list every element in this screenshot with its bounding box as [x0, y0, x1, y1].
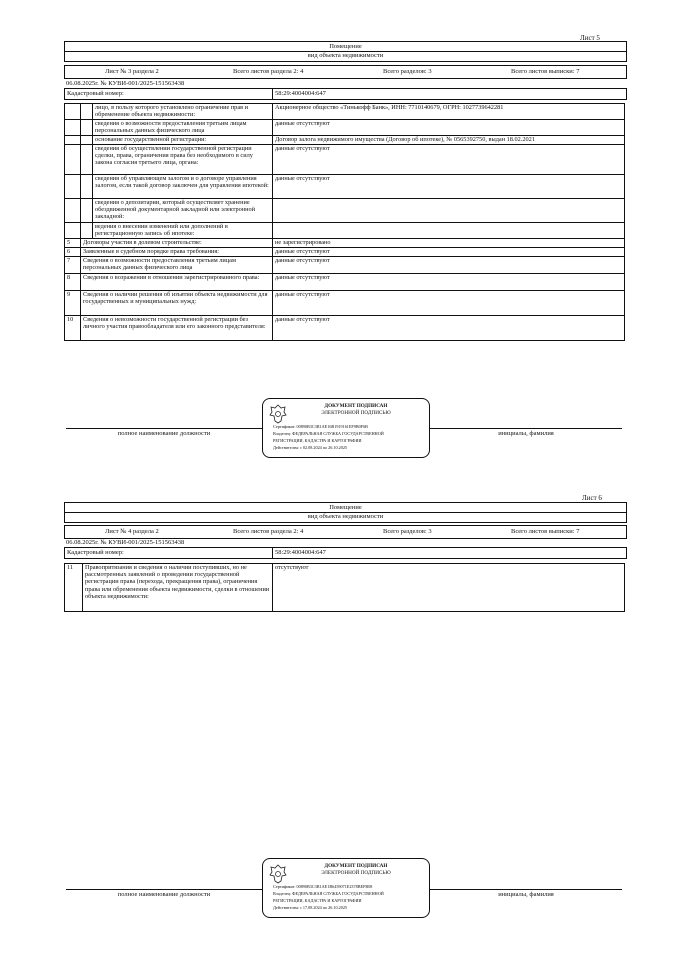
total-sheets-section: Всего листов раздела 2: 4 — [233, 528, 304, 535]
table-row: лицо, в пользу которого установлено ограничение прав и обременение объекта недвижимости: Акционерное общество «Тинькофф Банк», ИНН: 7710140679, ОГРН: 1027739642281 — [65, 104, 625, 120]
sheet-number: Лист 5 — [580, 34, 600, 42]
total-sheets-extract: Всего листов выписки: 7 — [511, 68, 580, 75]
table-row: основание государственной регистрации: Договор залога недвижимого имущества (Договор об ипотеке), № 0565392750, выдан 18.02.2021 — [65, 136, 625, 145]
object-type-subtitle: вид объекта недвижимости — [307, 52, 384, 59]
cadastral-number: 58:29:4004004:647 — [275, 549, 326, 556]
table-row: сведения об осуществлении государственной регистрации сделки, права, ограничения права без необходимого в силу закона согласия третьего лица, органа: данные отсутствуют — [65, 145, 625, 175]
sheet-of-section: Лист № 3 раздела 2 — [105, 68, 159, 75]
object-type-title: Помещение — [329, 43, 362, 50]
table-row: ведения о внесении изменений или дополнений в регистрационную запись об ипотеке: — [65, 223, 625, 239]
stamp-validity: Действителен: с 17.08.2024 по 26.10.2025 — [273, 905, 348, 910]
object-type-header — [64, 502, 627, 523]
date-and-number: 06.08.2025г. № КУВИ-001/2025-151563438 — [66, 539, 185, 546]
cadastral-row — [64, 88, 627, 100]
table-row: сведения об управляющем залогом и о договоре управления залогом, если такой договор заключен для управления ипотекой: данные отсутствуют — [65, 175, 625, 199]
encumbrance-table — [64, 103, 625, 341]
table-row: 5 Договоры участия в долевом строительстве: не зарегистрировано — [65, 239, 625, 248]
table-row: сведения о депозитарии, который осуществляет хранение обездвиженной документарной закладной или электронной закладной: — [65, 199, 625, 223]
stamp-owner-cont: РЕГИСТРАЦИИ, КАДАСТРА И КАРТОГРАФИИ — [273, 898, 362, 903]
initials-line — [430, 889, 622, 890]
stamp-title: ДОКУМЕНТ ПОДПИСАН — [324, 403, 388, 409]
total-sections: Всего разделов: 3 — [383, 68, 432, 75]
table-row: 11 Правопритязания и сведения о наличии поступивших, но не рассмотренных заявлений о проведении государственной регистрации права (перехода, прекращения права), ограничения права или обременения объекта недвижимости, сделки в отношении объекта недвижимости: отсутствуют — [65, 564, 625, 612]
sheet-info-row — [64, 65, 627, 79]
total-sections: Всего разделов: 3 — [383, 528, 432, 535]
stamp-subtitle: ЭЛЕКТРОННОЙ ПОДПИСЬЮ — [321, 870, 391, 876]
position-label: полное наименование должности — [117, 430, 211, 437]
electronic-signature-stamp — [262, 858, 430, 918]
stamp-subtitle: ЭЛЕКТРОННОЙ ПОДПИСЬЮ — [321, 410, 391, 416]
stamp-owner: Владелец: ФЕДЕРАЛЬНАЯ СЛУЖБА ГОСУДАРСТВЕННОЙ — [273, 431, 384, 436]
initials-label: инициалы, фамилия — [498, 430, 554, 437]
total-sheets-extract: Всего листов выписки: 7 — [511, 528, 580, 535]
position-line — [66, 889, 262, 890]
table-row: 10 Сведения о невозможности государственной регистрации без личного участия правообладателя или его законного представителя: данные отсутствуют — [65, 316, 625, 341]
table-row: 6 Заявленные в судебном порядке права требования: данные отсутствуют — [65, 248, 625, 257]
position-line — [66, 428, 262, 429]
table-row: 9 Сведения о наличии решения об изъятии объекта недвижимости для государственных и муниципальных нужд: данные отсутствуют — [65, 291, 625, 316]
sheet-of-section: Лист № 4 раздела 2 — [105, 528, 159, 535]
stamp-validity: Действителен: с 02.08.2024 по 26.10.2025 — [273, 445, 348, 450]
cadastral-label: Кадастровый номер: — [67, 90, 124, 97]
initials-line — [430, 428, 622, 429]
stamp-certificate: Сертификат: 00890B3C3B1AE16B1919161EF9B0F6B — [273, 424, 368, 429]
object-type-header — [64, 41, 627, 62]
date-and-number: 06.08.2025г. № КУВИ-001/2025-151563438 — [66, 80, 185, 87]
claims-table — [64, 563, 625, 612]
cadastral-row — [64, 547, 627, 559]
table-row: сведения о возможности предоставления третьим лицам персональных данных физического лица данные отсутствуют — [65, 120, 625, 136]
initials-label: инициалы, фамилия — [498, 891, 554, 898]
table-row: 8 Сведения о возражении в отношении зарегистрированного права: данные отсутствуют — [65, 274, 625, 291]
sheet-number: Лист 6 — [582, 494, 602, 502]
stamp-certificate: Сертификат: 00890B3C3B1AE1B6459071E2378BEFB08 — [273, 884, 373, 889]
stamp-owner-cont: РЕГИСТРАЦИИ, КАДАСТРА И КАРТОГРАФИИ — [273, 438, 362, 443]
cadastral-label: Кадастровый номер: — [67, 549, 124, 556]
electronic-signature-stamp — [262, 398, 430, 458]
stamp-owner: Владелец: ФЕДЕРАЛЬНАЯ СЛУЖБА ГОСУДАРСТВЕННОЙ — [273, 891, 384, 896]
table-row: 7 Сведения о возможности предоставления третьим лицам персональных данных физического лица данные отсутствуют — [65, 257, 625, 274]
stamp-title: ДОКУМЕНТ ПОДПИСАН — [324, 863, 388, 869]
position-label: полное наименование должности — [117, 891, 211, 898]
object-type-title: Помещение — [329, 504, 362, 511]
sheet-info-row — [64, 525, 627, 539]
object-type-subtitle: вид объекта недвижимости — [307, 513, 384, 520]
cadastral-number: 58:29:4004004:647 — [275, 90, 326, 97]
total-sheets-section: Всего листов раздела 2: 4 — [233, 68, 304, 75]
